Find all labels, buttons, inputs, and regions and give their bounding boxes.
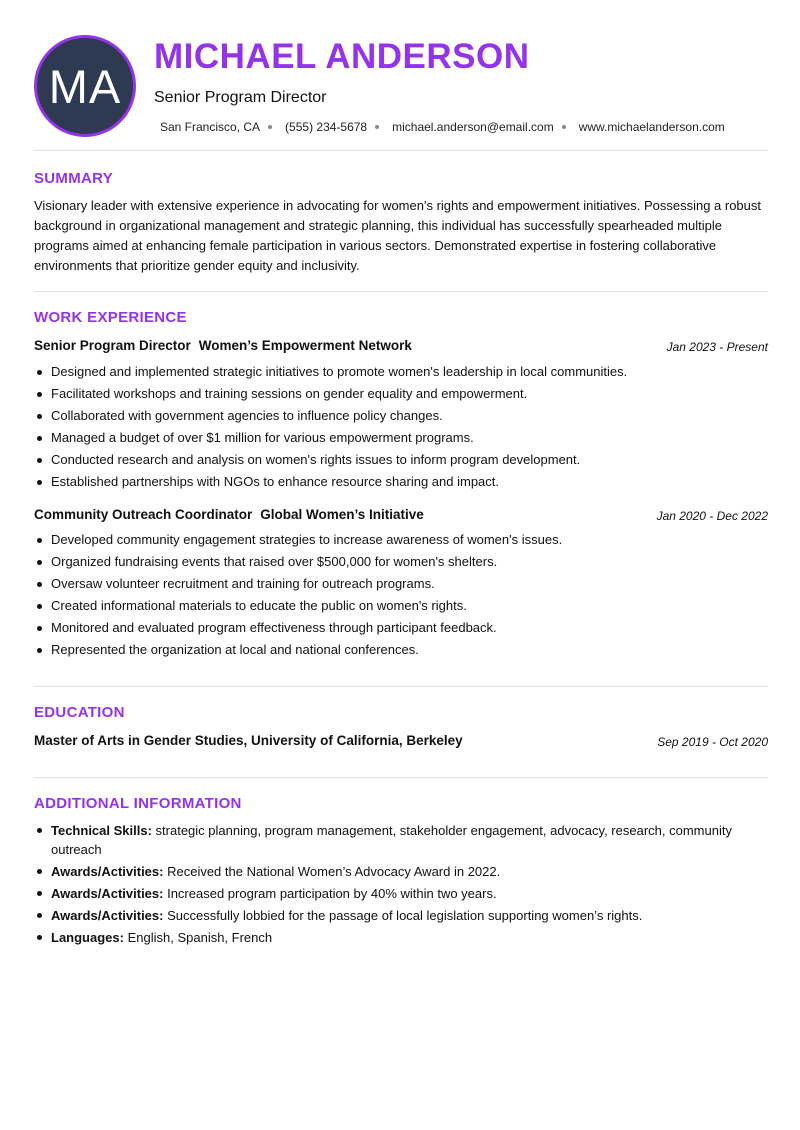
avatar — [34, 35, 136, 137]
list-item: Oversaw volunteer recruitment and training for outreach programs. — [34, 573, 768, 595]
summary-heading: SUMMARY — [34, 170, 114, 187]
separator-dot — [268, 125, 272, 129]
candidate-role: Senior Program Director — [154, 89, 327, 106]
job-organization: Global Women’s Initiative — [260, 507, 424, 522]
list-item: Facilitated workshops and training sessions on gender equality and empowerment. — [34, 383, 768, 405]
item-text: Successfully lobbied for the passage of local legislation supporting women’s rights. — [167, 908, 643, 923]
job-dates: Jan 2020 - Dec 2022 — [656, 509, 768, 523]
section-divider — [34, 291, 768, 292]
item-text: Received the National Women’s Advocacy Award in 2022. — [167, 864, 501, 879]
job-position: Community Outreach Coordinator — [34, 507, 253, 522]
list-item: Organized fundraising events that raised over $500,000 for women's shelters. — [34, 551, 768, 573]
job-organization: Women’s Empowerment Network — [198, 338, 412, 353]
contact-location: San Francisco, CA — [160, 120, 261, 134]
list-item — [34, 862, 768, 881]
item-label: Awards/Activities: — [51, 908, 164, 923]
list-item — [34, 906, 768, 925]
item-text: Increased program participation by 40% within two years. — [167, 886, 497, 901]
contact-line — [160, 120, 725, 134]
list-item — [34, 928, 768, 947]
list-item: Created informational materials to educate the public on women's rights. — [34, 595, 768, 617]
list-item: Developed community engagement strategies to increase awareness of women's issues. — [34, 529, 768, 551]
job-position: Senior Program Director — [34, 338, 191, 353]
list-item: Designed and implemented strategic initiatives to promote women's leadership in local communities. — [34, 361, 768, 383]
item-text: strategic planning, program management, stakeholder engagement, advocacy, research, community outreach — [51, 823, 732, 857]
contact-phone: (555) 234-5678 — [285, 120, 368, 134]
item-label: Languages: — [51, 930, 124, 945]
resume-header — [34, 35, 768, 139]
list-item: Monitored and evaluated program effectiveness through participant feedback. — [34, 617, 768, 639]
additional-info-heading: ADDITIONAL INFORMATION — [34, 795, 242, 812]
list-item: Collaborated with government agencies to influence policy changes. — [34, 405, 768, 427]
additional-info-list — [34, 821, 768, 950]
list-item: Established partnerships with NGOs to enhance resource sharing and impact. — [34, 471, 768, 493]
separator-dot — [562, 125, 566, 129]
education-heading: EDUCATION — [34, 704, 125, 721]
list-item — [34, 884, 768, 903]
job-dates: Jan 2023 - Present — [666, 340, 768, 354]
list-item: Conducted research and analysis on women's rights issues to inform program development. — [34, 449, 768, 471]
list-item — [34, 821, 768, 859]
contact-email[interactable]: michael.anderson@email.com — [392, 120, 554, 134]
job-title — [34, 507, 424, 522]
item-label: Awards/Activities: — [51, 864, 164, 879]
job-title — [34, 338, 412, 353]
avatar-initials: MA — [48, 59, 122, 113]
separator-dot — [375, 125, 379, 129]
section-divider — [34, 686, 768, 687]
candidate-name: MICHAEL ANDERSON — [154, 37, 530, 76]
section-divider — [34, 777, 768, 778]
education-dates: Sep 2019 - Oct 2020 — [657, 735, 768, 749]
item-label: Technical Skills: — [51, 823, 152, 838]
section-divider — [34, 150, 768, 151]
item-label: Awards/Activities: — [51, 886, 164, 901]
education-degree: Master of Arts in Gender Studies, University of California, Berkeley — [34, 733, 463, 748]
list-item: Represented the organization at local and national conferences. — [34, 639, 768, 661]
job-bullets — [34, 529, 768, 661]
work-experience-heading: WORK EXPERIENCE — [34, 309, 187, 326]
summary-text: Visionary leader with extensive experience in advocating for women's rights and empowerment initiatives. Possessing a robust background in organizational management and strategic planning, this individual has successfully spearheaded multiple programs aimed at enhancing female participation in various sectors. Demonstrated expertise in fostering collaborative environments that prioritize gender equity and inclusivity. — [34, 198, 762, 273]
contact-website[interactable]: www.michaelanderson.com — [578, 120, 725, 134]
item-text: English, Spanish, French — [127, 930, 273, 945]
job-bullets — [34, 361, 768, 493]
list-item: Managed a budget of over $1 million for various empowerment programs. — [34, 427, 768, 449]
